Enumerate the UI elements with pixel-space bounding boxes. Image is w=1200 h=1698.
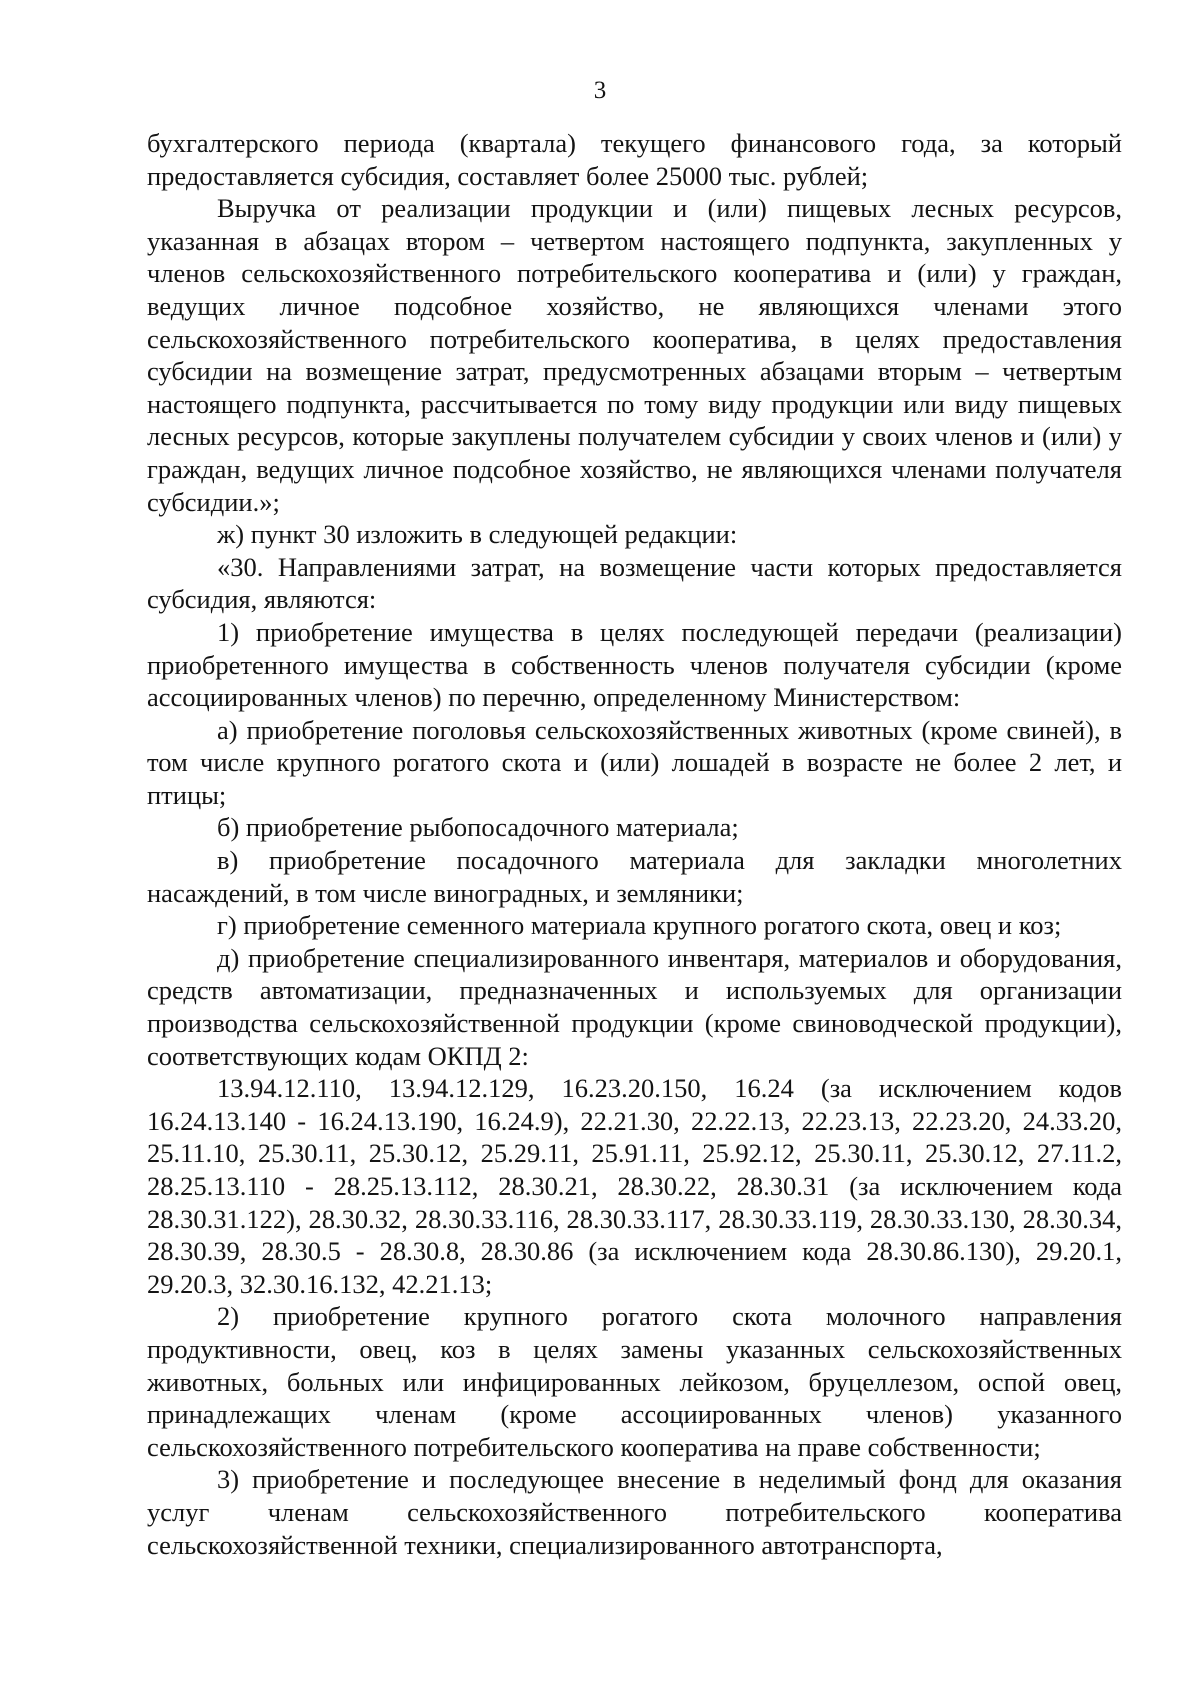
paragraph-subitem-a: а) приобретение поголовья сельскохозяйственных животных (кроме свиней), в том числе крупного рогатого скота и (или) лошадей в возрасте не более 2 лет, и птицы; xyxy=(147,714,1122,810)
paragraph-revenue: Выручка от реализации продукции и (или) пищевых лесных ресурсов, указанная в абзацах втором – четвертом настоящего подпункта, закупленных у членов сельскохозяйственного потребительского кооператива и (или) у граждан, ведущих личное подсобное хозяйство, не являющихся членами этого сельскохозяйственного потребительского кооператива, в целях предоставления субсидии на возмещение затрат, предусмотренных абзацами вторым – четвертым настоящего подпункта, рассчитывается по тому виду продукции или виду пищевых лесных ресурсов, которые закуплены получателем субсидии у своих членов и (или) у граждан, ведущих личное подсобное хозяйство, не являющихся членами получателя субсидии.»; xyxy=(147,193,1122,517)
paragraph-subitem-1: 1) приобретение имущества в целях последующей передачи (реализации) приобретенного имущества в собственность членов получателя субсидии (кроме ассоциированных членов) по перечню, определенному Министерством: xyxy=(147,616,1122,713)
page-number: 3 xyxy=(593,77,607,104)
paragraph-continuation: бухгалтерского периода (квартала) текущего финансового года, за который предоставляется субсидия, составляет более 25000 тыс. рублей; xyxy=(147,128,1122,191)
paragraph-item-30: «30. Направлениями затрат, на возмещение части которых предоставляется субсидия, являются: xyxy=(147,551,1122,615)
paragraph-subitem-d: д) приобретение специализированного инвентаря, материалов и оборудования, средств автоматизации, предназначенных и используемых для организации производства сельскохозяйственной продукции (кроме свиноводческой продукции), соответствующих кодам ОКПД 2: xyxy=(147,942,1122,1071)
paragraph-subitem-v: в) приобретение посадочного материала для закладки многолетних насаждений, в том числе виноградных, и земляники; xyxy=(147,845,1122,908)
paragraph-subitem-3: 3) приобретение и последующее внесение в неделимый фонд для оказания услуг членам сельскохозяйственного потребительского кооператива сельскохозяйственной техники, специализированного автотранспорта, xyxy=(147,1464,1122,1560)
paragraph-subitem-2: 2) приобретение крупного рогатого скота молочного направления продуктивности, овец, коз в целях замены указанных сельскохозяйственных животных, больных или инфицированных лейкозом, бруцеллезом, оспой овец, принадлежащих членам (кроме ассоциированных членов) указанного сельскохозяйственного потребительского кооператива на праве собственности; xyxy=(147,1301,1122,1462)
paragraph-subitem-b: б) приобретение рыбопосадочного материала; xyxy=(217,812,739,843)
paragraph-subitem-g: г) приобретение семенного материала крупного рогатого скота, овец и коз; xyxy=(217,910,1062,941)
document-body xyxy=(147,127,1122,1561)
paragraph-amendment-zh: ж) пункт 30 изложить в следующей редакции: xyxy=(217,519,738,550)
paragraph-okpd-codes: 13.94.12.110, 13.94.12.129, 16.23.20.150, 16.24 (за исключением кодов 16.24.13.140 - 16.24.13.190, 16.24.9), 22.21.30, 22.22.13, 22.23.13, 22.23.20, 24.33.20, 25.11.10, 25.30.11, 25.30.12, 25.29.11, 25.91.11, 25.92.12, 25.30.11, 25.30.12, 27.11.2, 28.25.13.110 - 28.25.13.112, 28.30.21, 28.30.22, 28.30.31 (за исключением кода 28.30.31.122), 28.30.32, 28.30.33.116, 28.30.33.117, 28.30.33.119, 28.30.33.130, 28.30.34, 28.30.39, 28.30.5 - 28.30.8, 28.30.86 (за исключением кода 28.30.86.130), 29.20.1, 29.20.3, 32.30.16.132, 42.21.13; xyxy=(147,1073,1122,1299)
